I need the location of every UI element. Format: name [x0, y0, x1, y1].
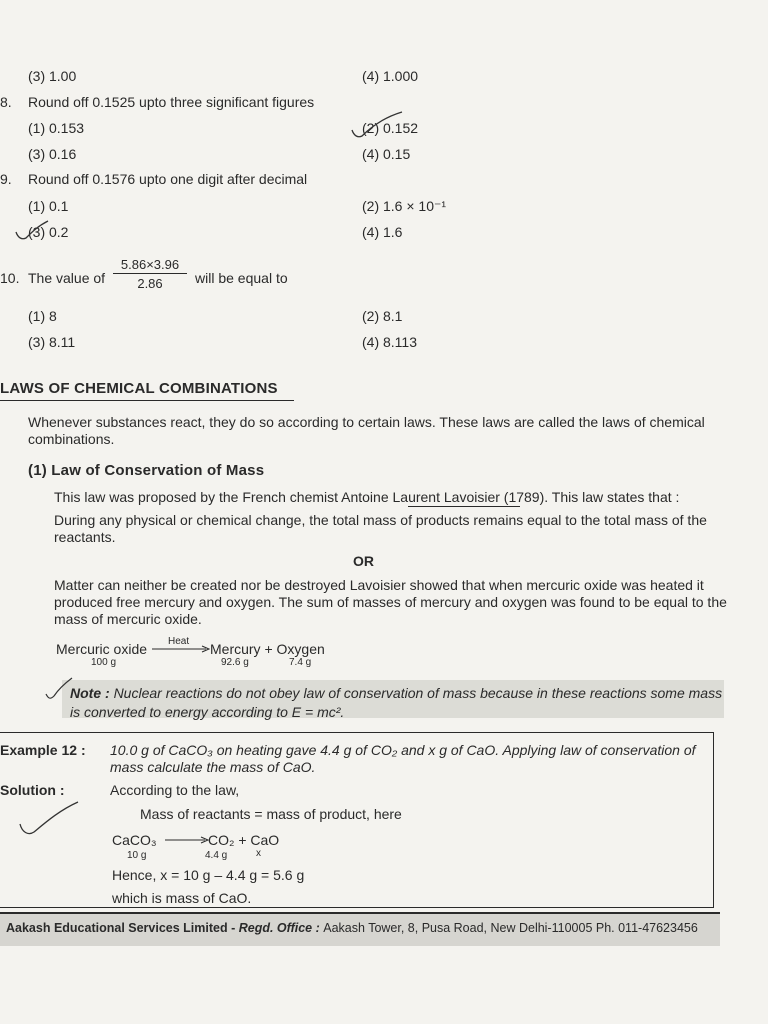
q10-text-before: The value of [28, 270, 106, 286]
solution-line-3: Hence, x = 10 g – 4.4 g = 5.6 g [112, 867, 305, 883]
q8-option-4: (4) 0.15 [362, 146, 411, 162]
note [70, 684, 730, 722]
q9-number: 9. [0, 171, 12, 187]
name-underline [408, 506, 520, 507]
q10-option-3: (3) 8.11 [28, 334, 76, 350]
mass-reactant: 100 g [91, 657, 117, 668]
check-mark-icon [14, 218, 54, 244]
mass-cao: x [256, 848, 261, 859]
note-text: Nuclear reactions do not obey law of conservation of mass because in these reactions some mass is converted to energy according to E = mc². [70, 685, 723, 720]
q9-option-4: (4) 1.6 [362, 224, 403, 240]
q8-option-3: (3) 0.16 [28, 146, 77, 162]
or-label: OR [353, 553, 374, 569]
q8-option-1: (1) 0.153 [28, 120, 85, 136]
equation-condition: Heat [168, 636, 190, 647]
q10-fraction [113, 257, 187, 291]
q7-option-3: (3) 1.00 [28, 68, 77, 84]
equation-products: Mercury + Oxygen [210, 641, 325, 657]
mass-caco3: 10 g [127, 850, 147, 861]
example-label: Example 12 : [0, 742, 86, 758]
q10-option-2: (2) 8.1 [362, 308, 403, 324]
q10-number: 10. [0, 270, 20, 286]
footer-address: Aakash Tower, 8, Pusa Road, New Delhi-110005 Ph. 011-47623456 [323, 921, 698, 935]
q7-option-4: (4) 1.000 [362, 68, 419, 84]
q8-text: Round off 0.1525 upto three significant figures [28, 94, 315, 110]
footer-regd-label: Regd. Office : [238, 921, 324, 935]
q10-option-1: (1) 8 [28, 308, 57, 324]
solution-line-2: Mass of reactants = mass of product, here [140, 806, 402, 822]
reaction-arrow-icon [152, 643, 210, 655]
caco3-equation-products: CO₂ + CaO [208, 832, 280, 848]
caco3-equation-reactant: CaCO₃ [112, 832, 157, 848]
footer-text [6, 921, 698, 935]
law-title: (1) Law of Conservation of Mass [28, 462, 265, 479]
section-intro: Whenever substances react, they do so according to certain laws. These laws are called the laws of chemical combinations. [28, 414, 705, 447]
section-heading: LAWS OF CHEMICAL COMBINATIONS [0, 380, 278, 397]
law-paragraph-1: This law was proposed by the French chemist Antoine Laurent Lavoisier (1789). This law states that : [54, 489, 680, 505]
check-mark-icon [348, 108, 408, 144]
solution-line-4: which is mass of CaO. [112, 890, 252, 906]
mass-co2: 4.4 g [205, 850, 228, 861]
q9-option-2: (2) 1.6 × 10⁻¹ [362, 198, 447, 214]
q10-text-after: will be equal to [195, 270, 288, 286]
fraction-denominator: 2.86 [137, 276, 163, 291]
equation-reactant: Mercuric oxide [56, 641, 148, 657]
law-paragraph-2: During any physical or chemical change, the total mass of products remains equal to the total mass of the reactants. [54, 512, 707, 545]
heading-underline [0, 400, 294, 401]
example-question: 10.0 g of CaCO₃ on heating gave 4.4 g of CO₂ and x g of CaO. Applying law of conservation of mass calculate the mass of CaO. [110, 742, 696, 775]
mass-mercury: 92.6 g [221, 657, 249, 668]
note-label: Note : [70, 685, 110, 701]
law-paragraph-3: Matter can neither be created nor be destroyed Lavoisier showed that when mercuric oxide was heated it produced free mercury and oxygen. The sum of masses of mercury and oxygen was found to be equal to the mass of mercuric oxide. [54, 577, 727, 627]
solution-label: Solution : [0, 782, 65, 798]
q8-option-2: (2) 0.152 [362, 120, 419, 136]
q9-option-3: (3) 0.2 [28, 224, 69, 240]
q10-option-4: (4) 8.113 [362, 334, 417, 350]
footer-company: Aakash Educational Services Limited - [6, 921, 239, 935]
solution-line-1: According to the law, [110, 782, 240, 798]
q9-option-1: (1) 0.1 [28, 198, 69, 214]
q9-text: Round off 0.1576 upto one digit after decimal [28, 171, 308, 187]
mass-oxygen: 7.4 g [289, 657, 312, 668]
check-mark-icon [18, 800, 80, 840]
reaction-arrow-icon [165, 834, 209, 846]
fraction-numerator: 5.86×3.96 [113, 257, 187, 274]
q8-number: 8. [0, 94, 12, 110]
